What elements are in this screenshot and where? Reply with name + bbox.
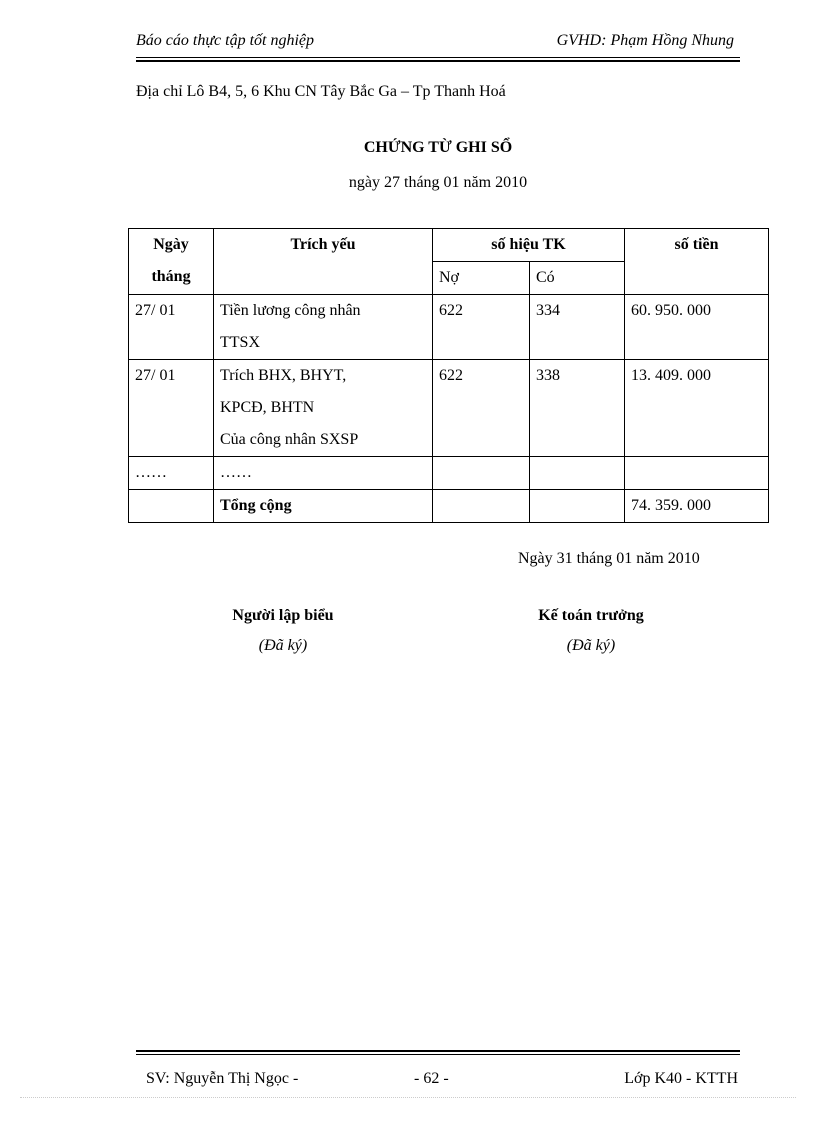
footer-divider (136, 1050, 740, 1055)
row-debit: 622 (433, 295, 530, 360)
header-date-line2: tháng (151, 268, 191, 285)
row-debit (433, 457, 530, 490)
page-header (136, 30, 740, 52)
table-row (129, 360, 769, 457)
total-date (129, 490, 214, 523)
row-credit: 334 (530, 295, 625, 360)
row-date: …… (129, 457, 214, 490)
row-credit (530, 457, 625, 490)
row-description (214, 360, 433, 457)
header-report-title: Báo cáo thực tập tốt nghiệp (136, 32, 315, 49)
total-debit (433, 490, 530, 523)
row-debit: 622 (433, 360, 530, 457)
table-row (129, 457, 769, 490)
header-supervisor: GVHD: Phạm Hồng Nhung (556, 32, 734, 49)
preparer-signature (196, 607, 370, 655)
preparer-role: Người lập biểu (232, 607, 334, 624)
chief-accountant-status: (Đã ký) (566, 637, 616, 654)
header-amount: số tiền (625, 229, 769, 295)
row-date: 27/ 01 (129, 360, 214, 457)
header-account-group: số hiệu TK (433, 229, 625, 262)
signature-date: Ngày 31 tháng 01 năm 2010 (518, 550, 700, 567)
total-credit (530, 490, 625, 523)
table-total-row (129, 490, 769, 523)
row-credit: 338 (530, 360, 625, 457)
preparer-status: (Đã ký) (258, 637, 308, 654)
document-date: ngày 27 tháng 01 năm 2010 (348, 174, 528, 191)
row-amount: 60. 950. 000 (625, 295, 769, 360)
header-credit: Có (530, 262, 625, 295)
total-amount: 74. 359. 000 (625, 490, 769, 523)
row-description-line: Tiền lương công nhân (220, 302, 361, 319)
company-address: Địa chỉ Lô B4, 5, 6 Khu CN Tây Bắc Ga – Tp Thanh Hoá (136, 83, 506, 100)
total-label: Tổng cộng (214, 490, 433, 523)
document-title: CHỨNG TỪ GHI SỔ (363, 139, 513, 156)
header-date (129, 229, 214, 295)
row-amount (625, 457, 769, 490)
row-description (214, 295, 433, 360)
footer-student: SV: Nguyễn Thị Ngọc - (146, 1070, 299, 1087)
row-description-line: KPCĐ, BHTN (220, 399, 315, 416)
header-divider (136, 57, 740, 62)
page-edge-divider (20, 1097, 796, 1098)
row-description-line: TTSX (220, 334, 260, 351)
table-header-row (129, 229, 769, 262)
header-debit: Nợ (433, 262, 530, 295)
chief-accountant-signature (504, 607, 678, 655)
row-amount: 13. 409. 000 (625, 360, 769, 457)
footer-page-number: - 62 - (414, 1070, 449, 1087)
table-row (129, 295, 769, 360)
footer-class: Lớp K40 - KTTH (624, 1070, 738, 1087)
row-description: …… (214, 457, 433, 490)
header-description: Trích yếu (214, 229, 433, 295)
chief-accountant-role: Kế toán trưởng (538, 607, 644, 624)
row-date: 27/ 01 (129, 295, 214, 360)
voucher-table (128, 228, 769, 523)
row-description-line: Trích BHX, BHYT, (220, 367, 347, 384)
header-date-line1: Ngày (153, 236, 189, 253)
row-description-line: Của công nhân SXSP (220, 431, 359, 448)
